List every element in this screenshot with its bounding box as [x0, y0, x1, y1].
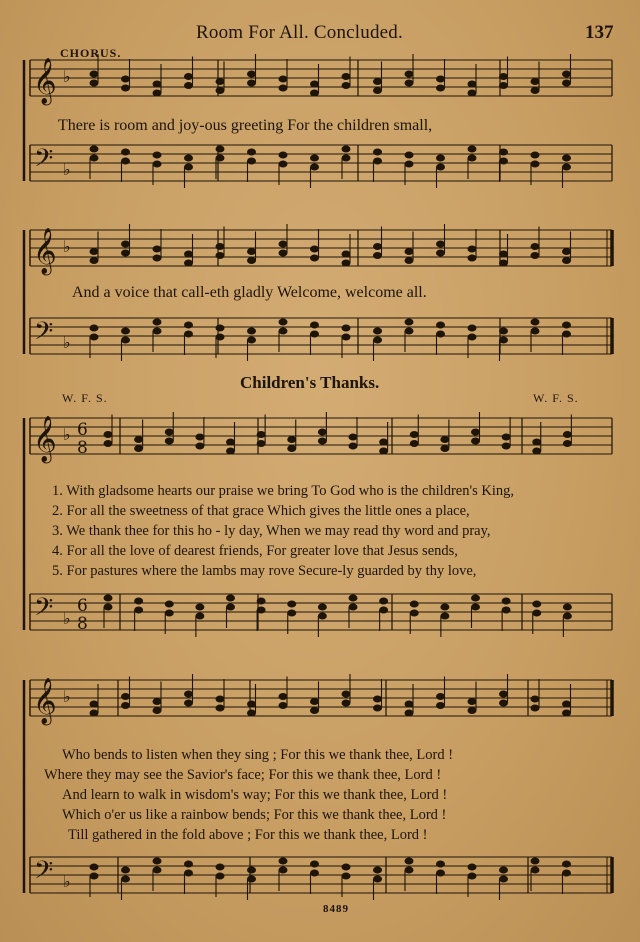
note-head	[90, 249, 98, 255]
note-head	[374, 158, 382, 164]
note-head	[311, 164, 319, 170]
chorus-lyric-line-2: And a voice that call-eth gladly Welcome, welcome all.	[72, 284, 427, 301]
note-head	[405, 249, 413, 255]
note-head	[90, 710, 98, 716]
note-head	[104, 432, 112, 438]
note-head	[185, 155, 193, 161]
note-head	[374, 244, 382, 250]
note-head	[90, 864, 98, 870]
note-head	[500, 260, 508, 266]
note-head	[437, 870, 445, 876]
note-head	[441, 604, 449, 610]
note-head	[104, 441, 112, 447]
flat-key-signature-icon: ♭	[63, 872, 71, 891]
note-head	[342, 691, 350, 697]
note-head	[405, 258, 413, 264]
note-head	[380, 598, 388, 604]
note-head	[342, 83, 350, 89]
note-head	[196, 434, 204, 440]
note-head	[374, 79, 382, 85]
note-head	[437, 85, 445, 91]
note-head	[185, 260, 193, 266]
note-head	[90, 701, 98, 707]
note-head	[279, 328, 287, 334]
note-head	[349, 595, 357, 601]
note-head	[153, 867, 161, 873]
note-head	[153, 708, 161, 714]
flat-key-signature-icon: ♭	[63, 425, 71, 444]
note-head	[279, 85, 287, 91]
note-head	[468, 864, 476, 870]
note-head	[531, 152, 539, 158]
flat-key-signature-icon: ♭	[63, 609, 71, 628]
treble-clef-icon: 𝄞	[33, 58, 57, 104]
note-head	[135, 437, 143, 443]
note-head	[122, 85, 130, 91]
note-head	[437, 322, 445, 328]
note-head	[257, 441, 265, 447]
chorus-label: CHORUS.	[60, 46, 122, 60]
note-head	[90, 325, 98, 331]
note-head	[531, 79, 539, 85]
note-head	[531, 867, 539, 873]
note-head	[185, 870, 193, 876]
note-head	[500, 83, 508, 89]
note-head	[342, 700, 350, 706]
note-head	[563, 861, 571, 867]
bass-clef-icon: 𝄢	[34, 856, 54, 891]
note-head	[196, 443, 204, 449]
note-head	[122, 328, 130, 334]
note-head	[502, 434, 510, 440]
flat-key-signature-icon: ♭	[63, 333, 71, 352]
note-head	[153, 319, 161, 325]
author-right: W. F. S.	[533, 391, 579, 405]
note-head	[311, 699, 319, 705]
note-head	[122, 867, 130, 873]
note-head	[437, 250, 445, 256]
note-head	[248, 876, 256, 882]
note-head	[563, 432, 571, 438]
time-signature-bottom: 8	[77, 438, 88, 458]
note-head	[311, 861, 319, 867]
note-head	[500, 74, 508, 80]
flat-key-signature-icon: ♭	[63, 237, 71, 256]
note-head	[279, 76, 287, 82]
note-head	[288, 610, 296, 616]
note-head	[533, 448, 541, 454]
note-head	[437, 703, 445, 709]
note-head	[563, 613, 571, 619]
note-head	[185, 691, 193, 697]
note-head	[374, 696, 382, 702]
note-head	[374, 705, 382, 711]
note-head	[122, 337, 130, 343]
note-head	[185, 322, 193, 328]
note-head	[185, 251, 193, 257]
note-head	[185, 83, 193, 89]
note-head	[531, 244, 539, 250]
note-head	[153, 161, 161, 167]
note-head	[318, 604, 326, 610]
page-header-title: Room For All. Concluded.	[196, 22, 403, 43]
note-head	[165, 438, 173, 444]
note-head	[342, 325, 350, 331]
note-head	[468, 146, 476, 152]
note-head	[502, 443, 510, 449]
note-head	[380, 448, 388, 454]
note-head	[216, 864, 224, 870]
note-head	[165, 601, 173, 607]
note-head	[468, 325, 476, 331]
note-head	[257, 598, 265, 604]
note-head	[216, 873, 224, 879]
note-head	[531, 328, 539, 334]
note-head	[165, 610, 173, 616]
note-head	[288, 601, 296, 607]
note-head	[502, 607, 510, 613]
note-head	[374, 337, 382, 343]
verse-4-line-a: 4. For all the love of dearest friends, For greater love that Jesus sends,	[52, 543, 458, 559]
note-head	[472, 429, 480, 435]
note-head	[468, 708, 476, 714]
note-head	[441, 613, 449, 619]
note-head	[311, 255, 319, 261]
note-head	[468, 255, 476, 261]
note-head	[122, 250, 130, 256]
note-head	[437, 76, 445, 82]
note-head	[500, 876, 508, 882]
note-head	[216, 334, 224, 340]
note-head	[468, 246, 476, 252]
flat-key-signature-icon: ♭	[63, 67, 71, 86]
note-head	[248, 71, 256, 77]
note-head	[311, 870, 319, 876]
note-head	[311, 155, 319, 161]
note-head	[318, 438, 326, 444]
note-head	[153, 328, 161, 334]
time-signature-bottom: 8	[77, 614, 88, 634]
note-head	[468, 81, 476, 87]
note-head	[135, 607, 143, 613]
note-head	[122, 76, 130, 82]
note-head	[349, 443, 357, 449]
verse-2-line-b: Where they may see the Savior's face; For this we thank thee, Lord !	[44, 767, 442, 783]
note-head	[248, 249, 256, 255]
note-head	[500, 149, 508, 155]
note-head	[380, 439, 388, 445]
note-head	[468, 699, 476, 705]
note-head	[405, 161, 413, 167]
note-head	[122, 158, 130, 164]
note-head	[563, 258, 571, 264]
note-head	[531, 88, 539, 94]
note-head	[185, 700, 193, 706]
note-head	[563, 870, 571, 876]
note-head	[279, 694, 287, 700]
note-head	[563, 701, 571, 707]
note-head	[468, 155, 476, 161]
note-head	[165, 429, 173, 435]
note-head	[216, 705, 224, 711]
note-head	[533, 610, 541, 616]
note-head	[563, 80, 571, 86]
note-head	[563, 164, 571, 170]
note-head	[441, 446, 449, 452]
note-head	[500, 867, 508, 873]
note-head	[531, 858, 539, 864]
note-head	[405, 867, 413, 873]
note-head	[135, 598, 143, 604]
note-head	[500, 328, 508, 334]
bass-clef-icon: 𝄢	[34, 593, 54, 628]
note-head	[227, 595, 235, 601]
note-head	[342, 146, 350, 152]
note-head	[437, 241, 445, 247]
note-head	[196, 613, 204, 619]
note-head	[248, 701, 256, 707]
note-head	[153, 858, 161, 864]
note-head	[533, 601, 541, 607]
note-head	[90, 334, 98, 340]
note-head	[349, 434, 357, 440]
note-head	[500, 691, 508, 697]
note-head	[405, 858, 413, 864]
note-head	[90, 258, 98, 264]
note-head	[374, 149, 382, 155]
note-head	[468, 873, 476, 879]
time-signature-top: 6	[77, 596, 88, 616]
note-head	[122, 703, 130, 709]
plate-number: 8489	[323, 903, 349, 915]
note-head	[500, 700, 508, 706]
note-head	[216, 244, 224, 250]
note-head	[441, 437, 449, 443]
note-head	[374, 88, 382, 94]
note-head	[248, 80, 256, 86]
note-head	[563, 155, 571, 161]
note-head	[279, 241, 287, 247]
note-head	[279, 161, 287, 167]
note-head	[405, 152, 413, 158]
note-head	[248, 337, 256, 343]
note-head	[90, 155, 98, 161]
verse-5-line-a: 5. For pastures where the lambs may rove Secure-ly guarded by thy love,	[52, 563, 477, 579]
verse-2-line-a: 2. For all the sweetness of that grace Which gives the little ones a place,	[52, 503, 470, 519]
note-head	[349, 604, 357, 610]
note-head	[531, 696, 539, 702]
note-head	[318, 429, 326, 435]
note-head	[227, 439, 235, 445]
note-head	[248, 158, 256, 164]
page-number: 137	[585, 22, 614, 43]
note-head	[216, 155, 224, 161]
note-head	[153, 699, 161, 705]
note-head	[279, 319, 287, 325]
note-head	[563, 710, 571, 716]
note-head	[279, 250, 287, 256]
verse-3-line-a: 3. We thank thee for this ho - ly day, When we may read thy word and pray,	[52, 523, 491, 539]
note-head	[311, 708, 319, 714]
note-head	[216, 325, 224, 331]
note-head	[104, 604, 112, 610]
note-head	[410, 432, 418, 438]
note-head	[216, 253, 224, 259]
note-head	[468, 334, 476, 340]
flat-key-signature-icon: ♭	[63, 160, 71, 179]
note-head	[500, 251, 508, 257]
note-head	[216, 146, 224, 152]
bass-clef-icon: 𝄢	[34, 144, 54, 179]
note-head	[468, 90, 476, 96]
note-head	[311, 331, 319, 337]
note-head	[279, 152, 287, 158]
note-head	[248, 258, 256, 264]
verse-1-line-a: 1. With gladsome hearts our praise we bring To God who is the children's King,	[52, 483, 514, 499]
note-head	[153, 152, 161, 158]
note-head	[122, 241, 130, 247]
note-head	[405, 328, 413, 334]
note-head	[216, 696, 224, 702]
note-head	[502, 598, 510, 604]
note-head	[405, 710, 413, 716]
note-head	[437, 694, 445, 700]
note-head	[410, 601, 418, 607]
chorus-lyric-line-1: There is room and joy-ous greeting For the children small,	[58, 117, 433, 134]
note-head	[437, 861, 445, 867]
note-head	[216, 88, 224, 94]
note-head	[248, 867, 256, 873]
treble-clef-icon: 𝄞	[33, 678, 57, 724]
note-head	[380, 607, 388, 613]
note-head	[374, 253, 382, 259]
note-head	[279, 858, 287, 864]
note-head	[311, 90, 319, 96]
note-head	[153, 255, 161, 261]
note-head	[342, 155, 350, 161]
verse-4-line-b: Which o'er us like a rainbow bends; For this we thank thee, Lord !	[62, 807, 447, 823]
note-head	[472, 595, 480, 601]
note-head	[90, 146, 98, 152]
note-head	[342, 251, 350, 257]
note-head	[90, 80, 98, 86]
note-head	[248, 710, 256, 716]
note-head	[257, 607, 265, 613]
note-head	[90, 873, 98, 879]
note-head	[410, 441, 418, 447]
note-head	[437, 164, 445, 170]
note-head	[153, 246, 161, 252]
note-head	[405, 80, 413, 86]
note-head	[257, 432, 265, 438]
hymn-title: Children's Thanks.	[240, 373, 380, 392]
note-head	[342, 334, 350, 340]
note-head	[437, 155, 445, 161]
note-head	[104, 595, 112, 601]
note-head	[135, 446, 143, 452]
flat-key-signature-icon: ♭	[63, 687, 71, 706]
note-head	[311, 246, 319, 252]
note-head	[563, 249, 571, 255]
note-head	[531, 253, 539, 259]
note-head	[342, 260, 350, 266]
note-head	[185, 861, 193, 867]
note-head	[90, 71, 98, 77]
treble-clef-icon: 𝄞	[33, 416, 57, 462]
note-head	[563, 441, 571, 447]
note-head	[500, 158, 508, 164]
note-head	[216, 79, 224, 85]
note-head	[533, 439, 541, 445]
author-left: W. F. S.	[62, 391, 108, 405]
note-head	[437, 331, 445, 337]
note-head	[563, 331, 571, 337]
note-head	[472, 604, 480, 610]
note-head	[185, 164, 193, 170]
note-head	[122, 149, 130, 155]
verse-5-line-b: Till gathered in the fold above ; For this we thank thee, Lord !	[68, 827, 428, 843]
note-head	[374, 328, 382, 334]
note-head	[248, 328, 256, 334]
verse-1-line-b: Who bends to listen when they sing ; For this we thank thee, Lord !	[62, 747, 454, 763]
note-head	[342, 864, 350, 870]
note-head	[563, 71, 571, 77]
note-head	[153, 81, 161, 87]
note-head	[318, 613, 326, 619]
note-head	[563, 322, 571, 328]
note-head	[227, 604, 235, 610]
note-head	[405, 701, 413, 707]
note-head	[531, 705, 539, 711]
note-head	[531, 319, 539, 325]
note-head	[227, 448, 235, 454]
verse-3-line-b: And learn to walk in wisdom's way; For this we thank thee, Lord !	[62, 787, 448, 803]
note-head	[472, 438, 480, 444]
note-head	[122, 876, 130, 882]
note-head	[374, 867, 382, 873]
note-head	[531, 161, 539, 167]
note-head	[410, 610, 418, 616]
treble-clef-icon: 𝄞	[33, 228, 57, 274]
bass-clef-icon: 𝄢	[34, 317, 54, 352]
note-head	[196, 604, 204, 610]
note-head	[342, 74, 350, 80]
note-head	[279, 867, 287, 873]
note-head	[288, 437, 296, 443]
note-head	[374, 876, 382, 882]
note-head	[405, 71, 413, 77]
note-head	[248, 149, 256, 155]
note-head	[122, 694, 130, 700]
note-head	[563, 604, 571, 610]
note-head	[311, 81, 319, 87]
note-head	[405, 319, 413, 325]
note-head	[185, 74, 193, 80]
note-head	[311, 322, 319, 328]
note-head	[279, 703, 287, 709]
time-signature-top: 6	[77, 420, 88, 440]
note-head	[185, 331, 193, 337]
note-head	[342, 873, 350, 879]
note-head	[500, 337, 508, 343]
note-head	[153, 90, 161, 96]
note-head	[288, 446, 296, 452]
